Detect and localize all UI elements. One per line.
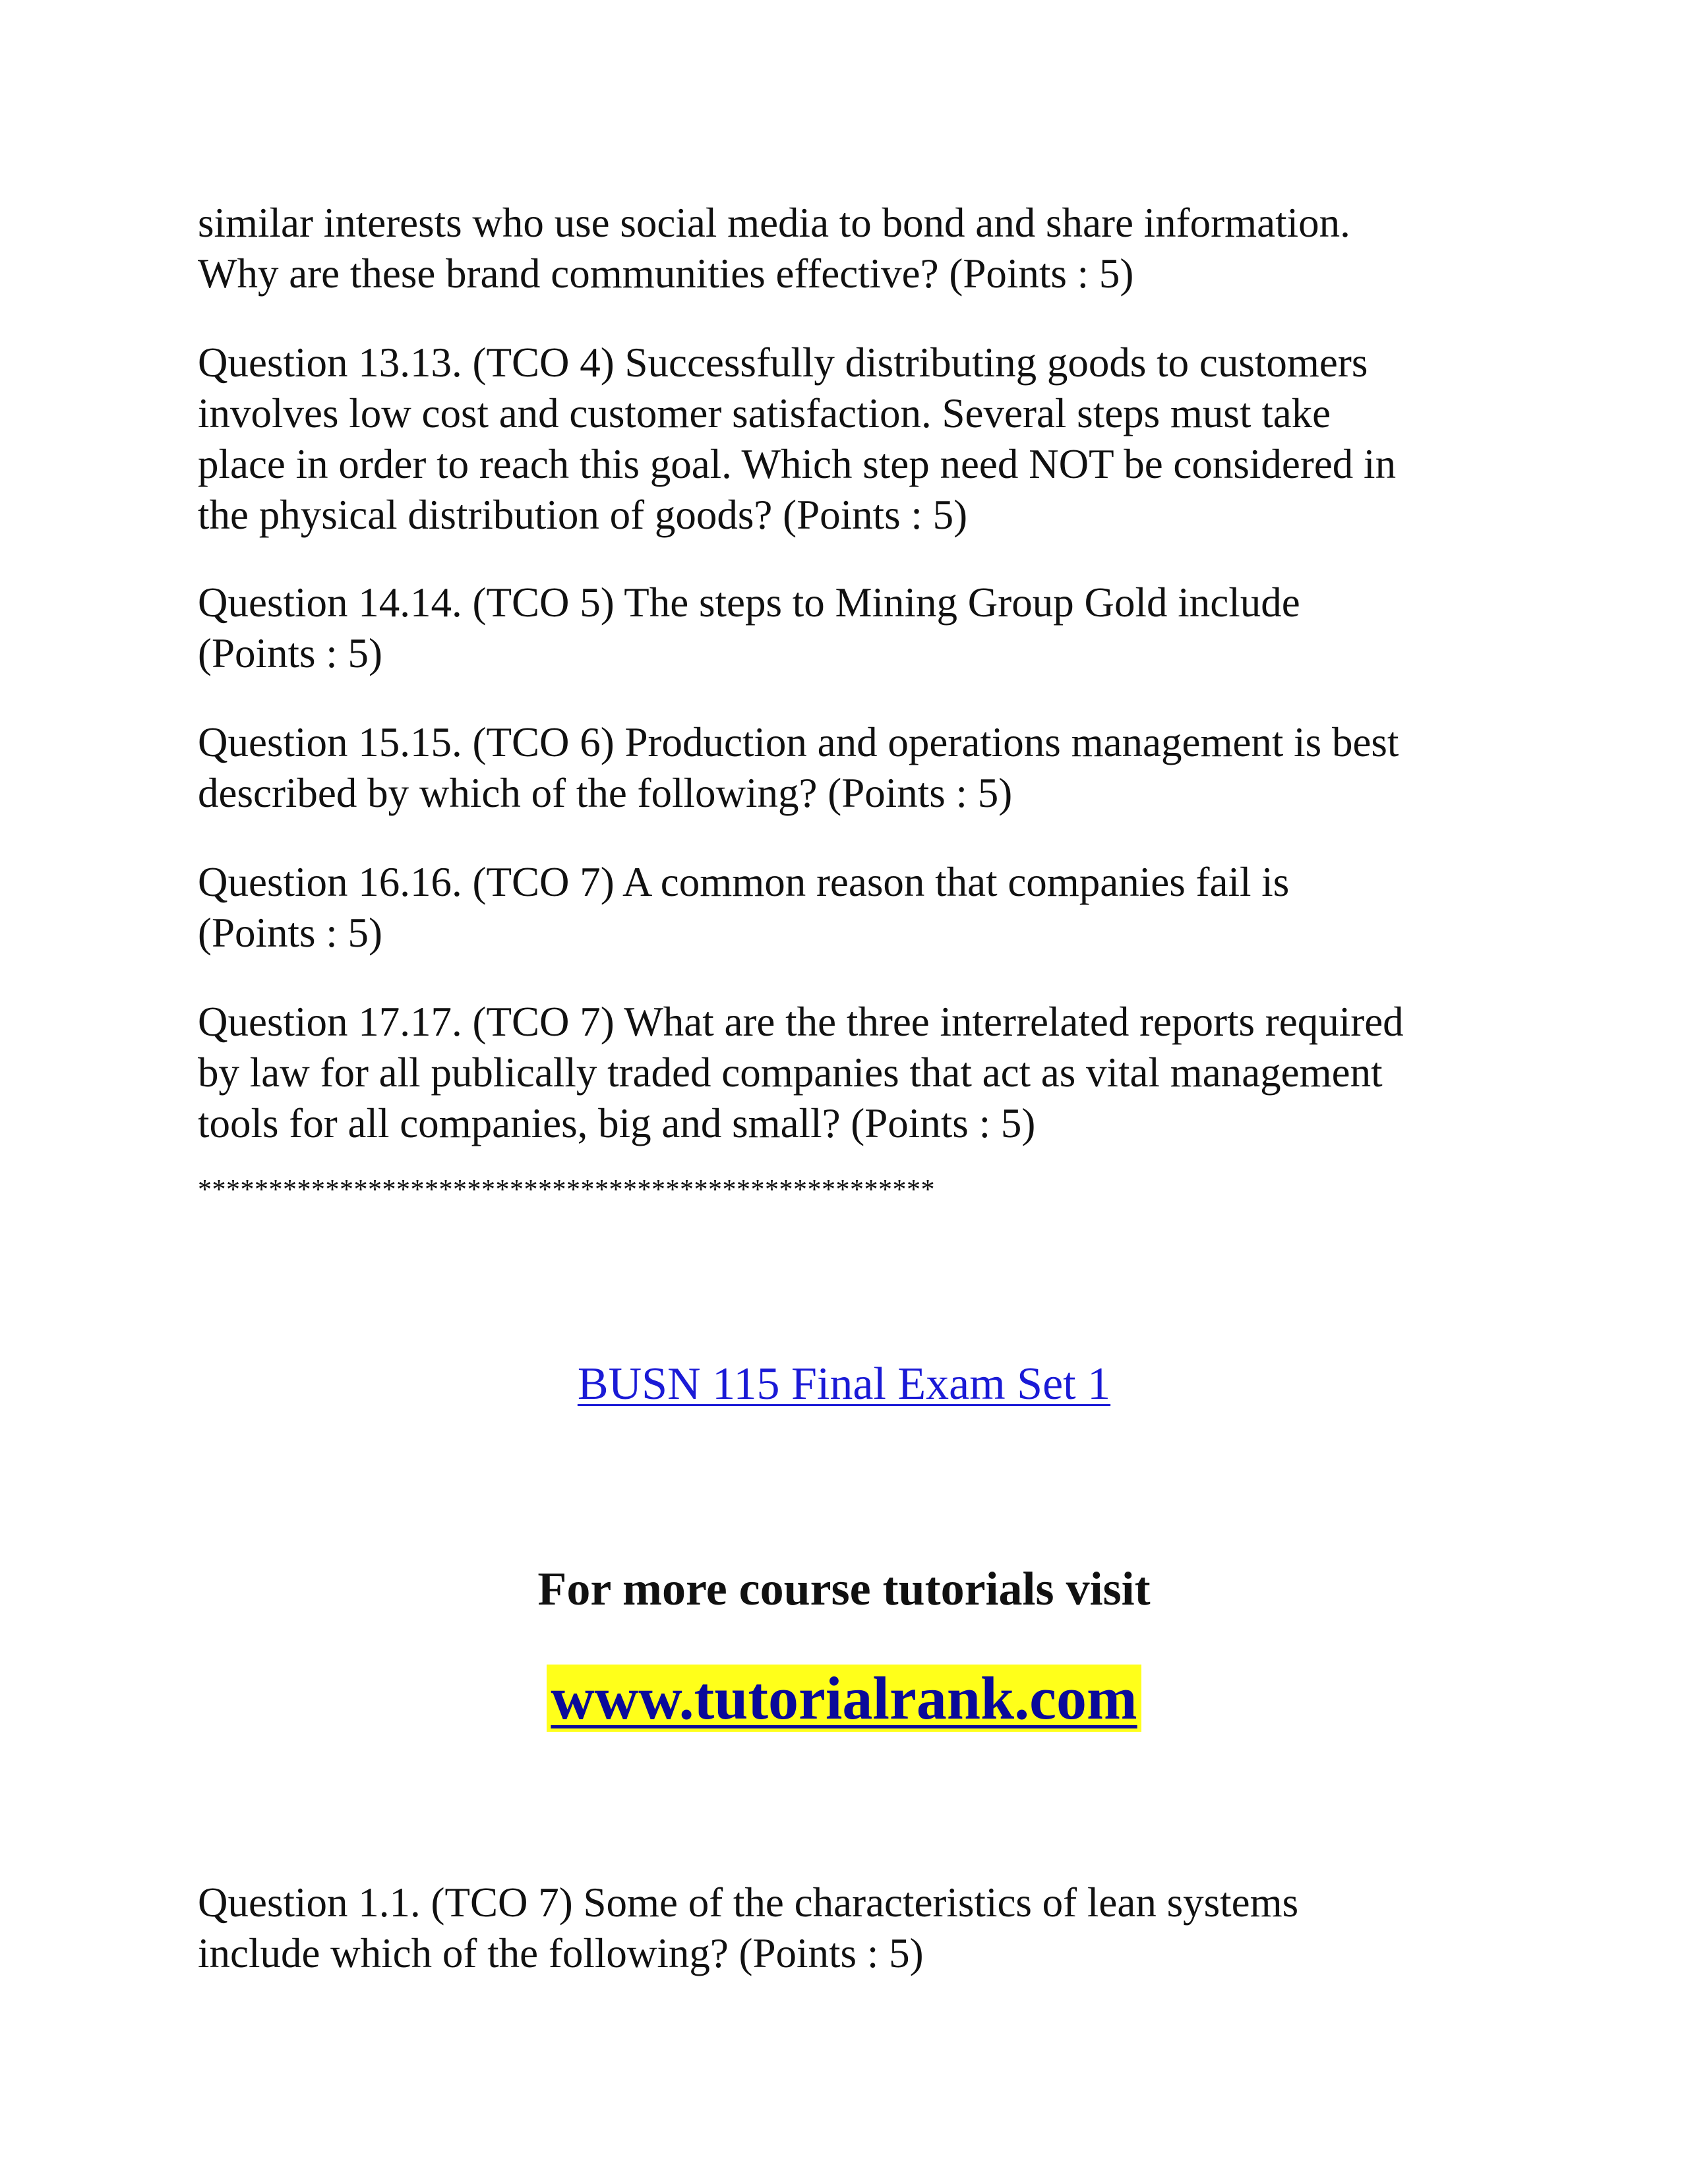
exam-link-container (0, 1355, 1688, 1414)
tutorialrank-link[interactable]: www.tutorialrank.com (547, 1665, 1141, 1732)
site-link-container (0, 1663, 1688, 1734)
exam-set-link[interactable]: BUSN 115 Final Exam Set 1 (577, 1359, 1111, 1409)
question-17: Question 17.17. (TCO 7) What are the three interrelated reports required by law for all publically traded companies that act as vital management tools for all companies, big and small? (Points : 5) (198, 999, 1404, 1146)
question-12-continuation: similar interests who use social media to bond and share information. Why are these brand communities effective? (Points : 5) (198, 200, 1350, 297)
question-1: Question 1.1. (TCO 7) Some of the characteristics of lean systems include which of the following? (Points : 5) (198, 1879, 1299, 1976)
question-15: Question 15.15. (TCO 6) Production and operations management is best described by which of the following? (Points : 5) (198, 719, 1399, 816)
question-16: Question 16.16. (TCO 7) A common reason that companies fail is (Points : 5) (198, 859, 1290, 956)
more-tutorials-heading: For more course tutorials visit (537, 1562, 1151, 1615)
question-13: Question 13.13. (TCO 4) Successfully distributing goods to customers involves low cost and customer satisfaction. Several steps must take place in order to reach this goal. Which step need NOT be considered in the physical distribution of goods? (Points : 5) (198, 339, 1397, 538)
question-14: Question 14.14. (TCO 5) The steps to Mining Group Gold include (Points : 5) (198, 579, 1300, 676)
separator-line: **************************************************** (198, 1175, 935, 1205)
